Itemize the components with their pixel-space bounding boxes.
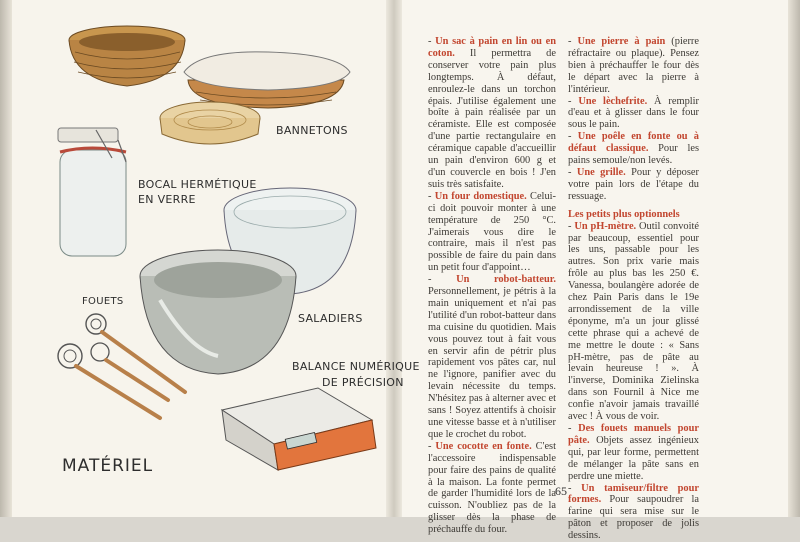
banneton-round-illustration [69,26,185,86]
item-text: (pierre réfractaire ou plaque). Pensez bien à préchauffer le four dès le départ avec la pierre à l'intérieur. [568,36,699,95]
item-text: Objets assez ingénieux qui, par leur forme, permettent de mélanger la pâte sans en perdre une miette. [568,434,699,482]
item-text: Il permettra de conserver votre pain plus longtemps. À défaut, enroulez-le dans un torchon épais. J'utilise également une boîte à pain réalisée par un céramiste. Elle est composée d'une partie rectangulaire en céramique capable d'accueillir un pain d'environ 600 g et d'un couvercle en bois ! J'en suis très satisfaite. [428,47,556,190]
item-term: Une lèchefrite. [578,95,648,107]
label-fouets: FOUETS [82,296,124,307]
label-bannetons: BANNETONS [276,124,348,137]
item-text: C'est l'accessoire indispensable pour faire des pains de qualité à la maison. La fonte permet de garder l'humidité lors de la cuisson. N'oubliez pas de la glisser dès la phase de préchauffe du four. [428,440,556,536]
list-item: - Une poêle en fonte ou à défaut classique. Pour les pains semoule/non levés. [568,131,699,167]
item-text: Pour saupoudrer la farine qui sera mise sur le pâton et proposer de jolis dessins. [568,494,699,542]
list-item: - Un sac à pain en lin ou en coton. Il permettra de conserver votre pain plus longtemps. À défaut, enroulez-le dans un torchon épais. J'utilise également une boîte à pain réalisée par un céramiste. Elle est composée d'une partie rectangulaire en céramique capable d'accueillir un pain d'environ 600 g et d'un couvercle en bois ! J'en suis très satisfaite. [428,36,556,190]
item-term: Des fouets manuels pour pâte. [568,423,699,446]
list-item: - Un robot-batteur. Personnellement, je pétris à la main uniquement et n'ai pas l'utilité d'un robot-batteur dans ma cuisine du quotidien. Mais vous pouvez tout à fait vous en servir afin de pétrir plus rapidement vos pâtes car, nul ne l'ignore, panifier avec du levain nécessite du temps. N'hésitez pas à alterner avec et sans ! Soyez attentifs à choisir une vitesse basse et à n'utiliser que le crochet du robot. [428,274,556,440]
item-term: Une poêle en fonte ou à défaut classique. [568,131,699,155]
label-bocal-line2: EN VERRE [138,193,196,206]
section-header: Les petits plus optionnels [568,208,680,220]
text-column-1 [428,36,556,536]
list-item: - Une cocotte en fonte. C'est l'accessoire indispensable pour faire des pains de qualité à la maison. La fonte permet de garder l'humidité lors de la cuisson. N'oubliez pas de la glisser dès la phase de préchauffe du four. [428,440,556,536]
steel-bowl-illustration [140,250,296,374]
item-text: Celui-ci doit pouvoir monter à une température de 250 °C. J'aimerais vous dire le contraire, mais il n'est pas possible de faire du pain dans un petit four d'appoint… [428,190,556,274]
item-term: Un four domestique. [434,190,527,202]
glass-jar-illustration [58,128,126,256]
label-saladiers: SALADIERS [298,312,363,325]
label-bocal-line1: BOCAL HERMÉTIQUE [138,178,257,191]
item-term: Un robot-batteur. [456,274,556,286]
digital-scale-illustration [222,388,376,470]
list-item: - Un tamiseur/filtre pour formes. Pour saupoudrer la farine qui sera mise sur le pâton et proposer de jolis dessins. [568,482,699,542]
banneton-small-illustration [160,102,260,144]
list-item: - Une lèchefrite. À remplir d'eau et à glisser dans le four sous le pain. [568,95,699,131]
item-term: Une cocotte en fonte. [435,440,532,452]
list-item: - Des fouets manuels pour pâte. Objets assez ingénieux qui, par leur forme, permettent de mélanger la pâte sans en perdre une miette. [568,423,699,482]
label-balance-line1: BALANCE NUMÉRIQUE [292,360,420,373]
list-item: - Une pierre à pain (pierre réfractaire ou plaque). Pensez bien à préchauffer le four dès le départ avec la pierre à l'intérieur. [568,36,699,95]
list-item: - Un pH-mètre. Outil convoité par beaucoup, essentiel pour les uns, passable pour les autres. Son prix varie mais frôle au plus bas les 250 €. Vanessa, boulangère adorée de chez Pain Paris dans le 19e arrondissement de la ville éponyme, m'a un jour glissé cette phrase qui a achevé de me mettre le doute : « Sans pH-mètre, pas de pâte au levain heureuse ! ». À l'inverse, Dominika Zielinska dans son Fournil à Nice me confie n'avoir jamais travaillé avec ! À vous de voir. [568,220,700,423]
page-number: 65 [555,484,567,498]
item-text: Personnellement, je pétris à la main uniquement et n'ai pas l'utilité d'un robot-batteur dans ma cuisine du quotidien. Mais vous pouvez tout à fait vous en servir afin de pétrir plus rapidement vos pâtes car, nul ne l'ignore, panifier avec du levain nécessite du temps. N'hésitez pas à alterner avec et sans ! Soyez attentifs à choisir une vitesse basse et à n'utiliser que le crochet du robot. [428,286,556,440]
label-materiel: MATÉRIEL [62,456,154,476]
item-text: À remplir d'eau et à glisser dans le four sous le pain. [568,95,699,131]
label-balance-line2: DE PRÉCISION [322,376,404,389]
item-term: Une pierre à pain [577,36,666,47]
item-term: Un tamiseur/filtre pour formes. [568,482,699,506]
item-text: Pour les pains semoule/non levés. [568,143,699,167]
item-term: Un sac à pain en lin ou en coton. [428,36,556,59]
item-term: Une grille. [576,166,626,178]
item-term: Un pH-mètre. [574,220,637,232]
text-column-2 [568,36,699,542]
item-text: Pour y déposer votre pain lors de l'étape du ressuage. [568,166,699,202]
list-item: - Un four domestique. Celui-ci doit pouvoir monter à une température de 250 °C. J'aimerais vous dire le contraire, mais il n'est pas possible de faire du pain dans un petit four d'appoint… [428,190,556,274]
item-text: Outil convoité par beaucoup, essentiel pour les uns, passable pour les autres. Son prix varie mais frôle au plus bas les 250 €. Vanessa, boulangère adorée de chez Pain Paris dans le 19e arrondissement de la ville éponyme, m'a un jour glissé cette phrase qui a achevé de me mettre le doute : « Sans pH-mètre, pas de pâte au levain heureuse ! ». À l'inverse, Dominika Zielinska dans son Fournil à Nice me confie n'avoir jamais travaillé avec ! À vous de voir. [568,220,700,423]
list-item: - Une grille. Pour y déposer votre pain lors de l'étape du ressuage. [568,166,699,202]
banneton-oval-illustration [184,52,350,108]
